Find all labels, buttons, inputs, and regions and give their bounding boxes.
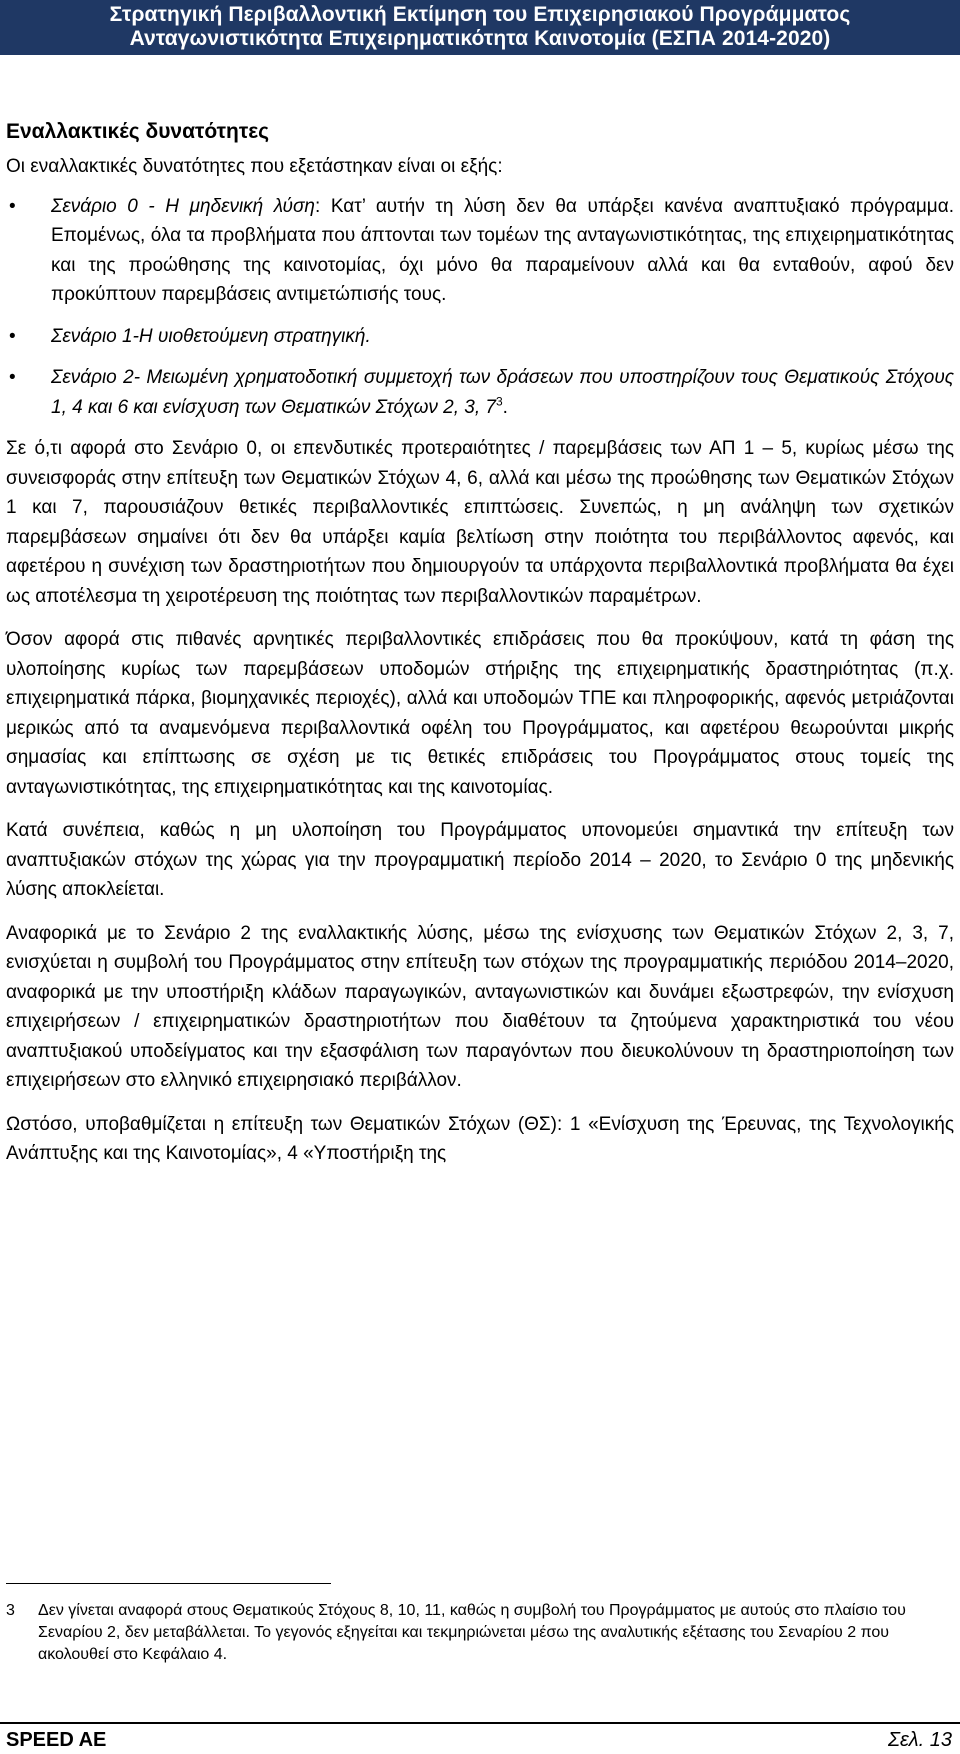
paragraph: Αναφορικά με το Σενάριο 2 της εναλλακτικής λύσης, μέσω της ενίσχυσης των Θεματικών Στόχων 2, 3, 7, ενισχύεται η συμβολή του Προγράμματος στην επίτευξη των στόχων της προγραμματικής περιόδου 2014–2020, αναφορικά με την υποστήριξη κλάδων παραγωγικών, ανταγωνιστικών και δυνάμει εξωστρεφών, την ενίσχυση επιχειρήσεων / επιχειρηματικών δραστηριοτήτων που διαθέτουν τα ζητούμενα χαρακτηριστικά του νέου αναπτυξιακού υποδείγματος και την εξασφάλιση των παραγόντων που διευκολύνουν τη δραστηριοποίηση των επιχειρήσεων στο ελληνικό επιχειρησιακό περιβάλλον.	[6, 922, 954, 1091]
bullet-icon: •	[9, 325, 16, 347]
scenario-2-title: Σενάριο 2- Μειωμένη χρηματοδοτική συμμετοχή των δράσεων που υποστηρίζουν τους Θεματικούς Στόχους 1, 4 και 6 και ενίσχυση των Θεματικών Στόχων 2, 3, 7	[51, 367, 954, 418]
scenario-0-text: : Κατ’ αυτήν τη λύση δεν θα υπάρξει κανένα αναπτυξιακό πρόγραμμα. Επομένως, όλα τα προβλήματα που άπτονται των τομέων της ανταγωνιστικότητας, της επιχειρηματικότητας και της προώθησης της καινοτομίας, όχι μόνο θα παραμείνουν αλλά και θα ενταθούν, αφού δεν προκύπτουν παρεμβάσεις αντιμετώπισής τους.	[51, 195, 954, 305]
scenario-list	[6, 192, 954, 423]
header-title-line-2: Ανταγωνιστικότητα Επιχειρηματικότητα Καινοτομία (ΕΣΠΑ 2014-2020)	[129, 27, 831, 50]
list-item-scenario-0	[6, 192, 954, 310]
bullet-icon: •	[9, 367, 16, 388]
scenario-1-title: Σενάριο 1-Η υιοθετούμενη στρατηγική.	[51, 325, 371, 347]
intro-paragraph: Οι εναλλακτικές δυνατότητες που εξετάστηκαν είναι οι εξής:	[6, 156, 503, 177]
footnote-text: Δεν γίνεται αναφορά στους Θεματικούς Στόχους 8, 10, 11, καθώς η συμβολή του Προγράμματος με αυτούς στο πλαίσιο του Σεναρίου 2, δεν μεταβάλλεται. Το γεγονός εξηγείται και τεκμηριώνεται μέσω της αναλυτικής εξέτασης του Σεναρίου 2 που ακολουθεί στο Κεφάλαιο 4.	[38, 1602, 906, 1663]
paragraph: Σε ό,τι αφορά στο Σενάριο 0, οι επενδυτικές προτεραιότητες / παρεμβάσεις των ΑΠ 1 – 5, κυρίως μέσω της συνεισφοράς στην επίτευξη των Θεματικών Στόχων 4, 6, αλλά και μέσω της προώθησης των Θεματικών Στόχων 1 και 7, παρουσιάζουν θετικές περιβαλλοντικές επιπτώσεις. Συνεπώς, η μη ανάληψη των σχετικών παρεμβάσεων σημαίνει ότι δεν θα υπάρξει καμία βελτίωση στην ποιότητα του περιβάλλοντος αφενός, και αφετέρου η συνέχιση των δραστηριοτήτων που δημιουργούν τα υπάρχοντα περιβαλλοντικά προβλήματα θα έχει ως αποτέλεσμα τη χειροτέρευση της ποιότητας των περιβαλλοντικών παραμέτρων.	[6, 438, 954, 607]
footnote-number: 3	[6, 1602, 15, 1619]
paragraph: Όσον αφορά στις πιθανές αρνητικές περιβαλλοντικές επιδράσεις που θα προκύψουν, κατά τη φάση της υλοποίησης κυρίως των παρεμβάσεων υποδομών στήριξης της επιχειρηματικής δραστηριότητας (π.χ. επιχειρηματικά πάρκα, βιομηχανικές περιοχές), αλλά και υποδομών ΤΠΕ και πληροφορικής, αφενός μετριάζονται μερικώς από τα αναμενόμενα περιβαλλοντικά οφέλη του Προγράμματος, και αφετέρου θεωρούνται μικρής σημασίας και επίπτωσης σε σχέση με τις θετικές επιδράσεις του Προγράμματος στους τομείς της ανταγωνιστικότητας, της επιχειρηματικότητας και της καινοτομίας.	[6, 629, 954, 798]
page-number: Σελ. 13	[888, 1729, 952, 1751]
page-header	[0, 0, 960, 55]
footer-company: SPEED AE	[6, 1729, 107, 1751]
scenario-0-title: Σενάριο 0 - Η μηδενική λύση	[51, 195, 315, 217]
footnote-separator	[6, 1583, 331, 1584]
page-footer	[0, 1722, 960, 1754]
section-heading: Εναλλακτικές δυνατότητες	[6, 120, 270, 143]
footnote-reference[interactable]: 3	[495, 394, 503, 409]
bullet-icon: •	[9, 195, 16, 217]
document-body	[6, 112, 954, 1183]
list-item-scenario-1	[6, 322, 954, 352]
footnote	[6, 1600, 954, 1666]
list-item-scenario-2	[6, 363, 954, 422]
header-title-line-1: Στρατηγική Περιβαλλοντική Εκτίμηση του Επιχειρησιακού Προγράμματος	[109, 3, 851, 26]
scenario-2-tail: .	[502, 396, 508, 418]
paragraph: Ωστόσο, υποβαθμίζεται η επίτευξη των Θεματικών Στόχων (ΘΣ): 1 «Ενίσχυση της Έρευνας, της Τεχνολογικής Ανάπτυξης και της Καινοτομίας», 4 «Υποστήριξη της	[6, 1113, 954, 1164]
paragraph: Κατά συνέπεια, καθώς η μη υλοποίηση του Προγράμματος υπονομεύει σημαντικά την επίτευξη των αναπτυξιακών στόχων της χώρας για την προγραμματική περίοδο 2014 – 2020, το Σενάριο 0 της μηδενικής λύσης αποκλείεται.	[6, 820, 954, 900]
